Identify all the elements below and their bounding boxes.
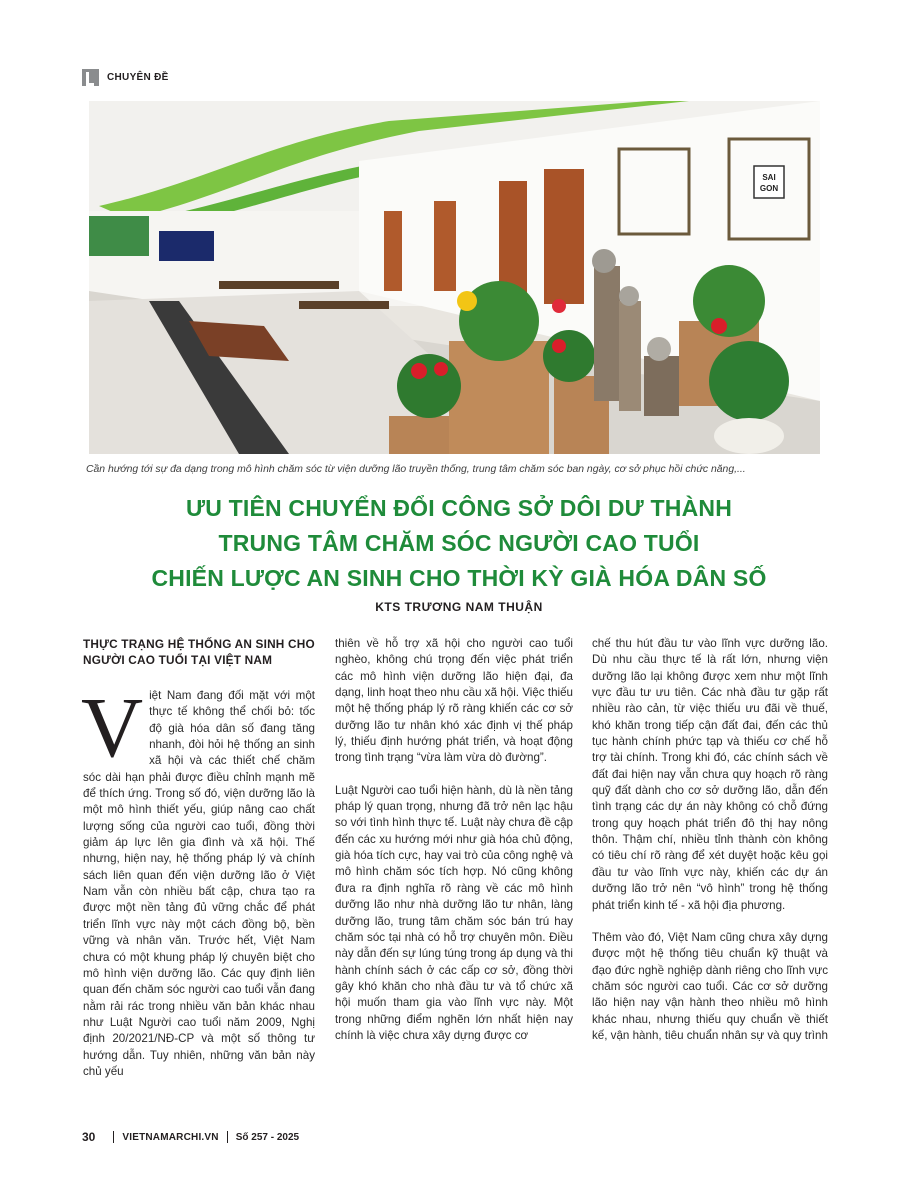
section-tag: [82, 68, 169, 86]
page-number: 30: [82, 1130, 96, 1144]
headline-line-3: CHIẾN LƯỢC AN SINH CHO THỜI KỲ GIÀ HÓA DÂN SỐ: [151, 565, 767, 591]
headline-line-1: ƯU TIÊN CHUYỂN ĐỔI CÔNG SỞ DÔI DƯ THÀNH: [185, 495, 733, 521]
article-column-1: [83, 636, 315, 1096]
headline-line-2: TRUNG TÂM CHĂM SÓC NGƯỜI CAO TUỔI: [218, 530, 700, 556]
drop-cap: V: [81, 679, 144, 775]
paragraph: chế thu hút đầu tư vào lĩnh vực dưỡng lão. Dù nhu cầu thực tế là rất lớn, nhưng viện dưỡng lão lại không được xem như một lĩnh vực đầu tư ưu tiên. Các nhà đầu tư gặp rất nhiều rào cản, từ việc thiếu ưu đãi về thuế, khó khăn trong tiếp cận đất đai, đến các thủ tục hành chính phức tạp và thiếu cơ chế hỗ trợ tài chính. Trong khi đó, các chính sách về đất đai hiện nay vẫn chưa quy hoạch rõ ràng quỹ đất dành cho cơ sở dưỡng lão, dẫn đến tình trạng các dự án này không có chỗ đứng trong quy hoạch phát triển đô thị hay nông thôn. Thậm chí, nhiều tỉnh thành còn không có tiêu chí rõ ràng để xét duyệt hoặc kêu gọi đầu tư vào lĩnh vực này, khiến các dự án dưỡng lão trở nên “vô hình” trong hệ thống phát triển kinh tế - xã hội địa phương.: [592, 637, 828, 912]
svg-text:GON: GON: [759, 184, 779, 193]
article-column-3: [592, 636, 828, 1060]
paragraph: Thêm vào đó, Việt Nam cũng chưa xây dựng được một hệ thống tiêu chuẩn kỹ thuật và đạo đức nghề nghiệp dành riêng cho lĩnh vực chăm sóc người cao tuổi. Các cơ sở dưỡng lão hiện nay vận hành theo nhiều mô hình khác nhau, nhưng thiếu quy chuẩn về thiết kế, vận hành, tiêu chuẩn nhân sự và quy trình: [592, 930, 828, 1042]
article-column-2: [335, 636, 573, 1060]
hero-photo: [89, 101, 820, 454]
section-label: CHUYÊN ĐỀ: [107, 71, 169, 83]
author-byline: KTS TRƯƠNG NAM THUẬN: [375, 600, 543, 614]
article-headline: [80, 491, 838, 596]
paragraph: thiên về hỗ trợ xã hội cho người cao tuổi nghèo, không chú trọng đến việc phát triển các mô hình viện dưỡng lão hiện đại, đa dạng, linh hoạt theo nhu cầu xã hội. Việc thiếu một hệ thống pháp lý rõ ràng khiến các cơ sở dưỡng lão tư nhân khó xác định vị thế pháp lý, thiếu định hướng phát triển, và hoạt động trong tình trạng “vừa làm vừa dò đường”.: [335, 637, 573, 765]
issue-number: Số 257 - 2025: [235, 1131, 300, 1143]
photo-caption: Cần hướng tới sự đa dạng trong mô hình chăm sóc từ viện dưỡng lão truyền thống, trung tâm chăm sóc ban ngày, cơ sở phục hồi chức năng,...: [86, 464, 746, 475]
section-subheading: THỰC TRẠNG HỆ THỐNG AN SINH CHO NGƯỜI CAO TUỔI TẠI VIỆT NAM: [83, 637, 315, 667]
publication-name: VIETNAMARCHI.VN: [122, 1131, 219, 1143]
footer-divider: [227, 1131, 228, 1143]
wall-sign-text: SAI: [762, 173, 776, 182]
page-footer: [82, 1130, 299, 1144]
paragraph: [81, 679, 315, 1080]
footer-divider: [113, 1131, 114, 1143]
paragraph-text: iệt Nam đang đối mặt với một thực tế không thể chối bỏ: tốc độ già hóa dân số đang tăng nhanh, đòi hỏi hệ thống an sinh xã hội và các thiết chế chăm sóc dài hạn phải được điều chỉnh mạnh mẽ để thích ứng. Trong số đó, viện dưỡng lão là một mô hình thiết yếu, giúp nâng cao chất lượng sống của người cao tuổi, đồng thời giảm áp lực lên gia đình và xã hội. Thế nhưng, hiện nay, hệ thống pháp lý và chính sách liên quan đến viện dưỡng lão ở Việt Nam vẫn còn nhiều bất cập, chưa tạo ra được một nền tảng đủ vững chắc để phát triển lĩnh vực này một cách đồng bộ, bền vững và nhân văn. Trước hết, Việt Nam chưa có một khung pháp lý chuyên biệt cho mô hình viện dưỡng lão. Các quy định liên quan đến chăm sóc người cao tuổi vẫn đang nằm rải rác trong nhiều văn bản khác nhau như Luật Người cao tuổi năm 2009, Nghị định 20/2021/NĐ-CP và một số thông tư hướng dẫn. Tuy nhiên, những văn bản này chủ yếu: [83, 689, 315, 1078]
section-logo-icon: [82, 69, 99, 86]
paragraph: Luật Người cao tuổi hiện hành, dù là nền tảng pháp lý quan trọng, nhưng đã trở nên lạc hậu so với tình hình thực tế. Luật này chưa đề cập đến các xu hướng mới như già hóa chủ động, già hóa tích cực, hay vai trò của công nghệ và mô hình chăm sóc tích hợp. Nó cũng không đưa ra định nghĩa rõ ràng về các mô hình dưỡng lão như nhà dưỡng lão tư nhân, làng dưỡng lão, trung tâm chăm sóc bán trú hay chăm sóc tại nhà có hỗ trợ chuyên môn. Điều này dẫn đến sự lúng túng trong áp dụng và thi hành chính sách ở các cấp cơ sở, đồng thời gây khó khăn cho nhà đầu tư và tổ chức xã hội muốn tham gia vào lĩnh vực này. Một trong những điểm nghẽn lớn nhất hiện nay chính là việc chưa xây dựng được cơ: [335, 783, 573, 1042]
